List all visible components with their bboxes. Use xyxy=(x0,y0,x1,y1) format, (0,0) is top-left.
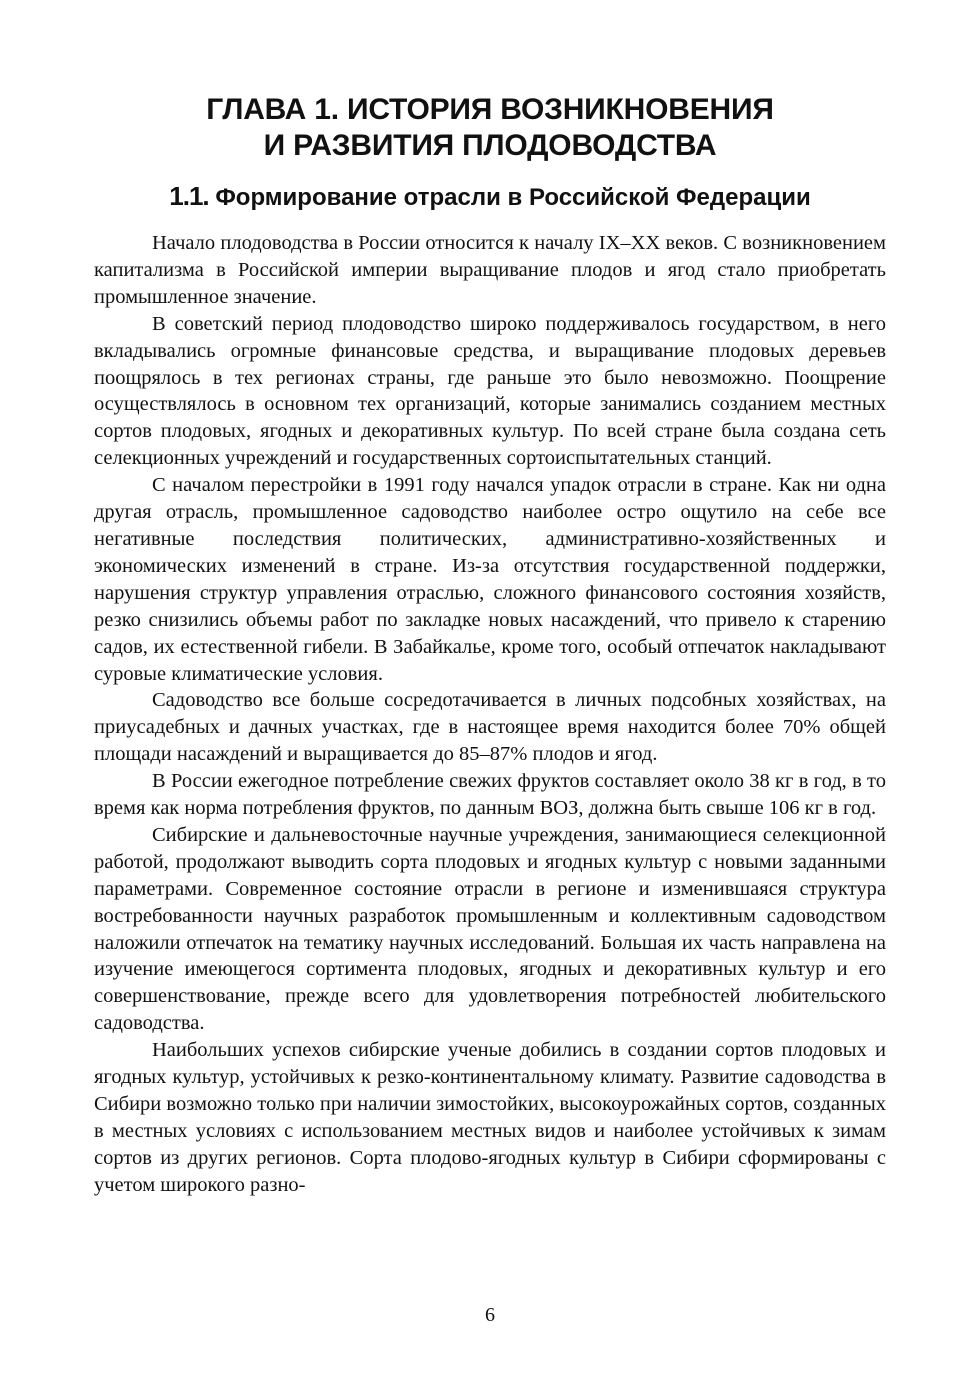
chapter-title xyxy=(0,92,980,164)
chapter-title-line-2: И РАЗВИТИЯ ПЛОДОВОДСТВА xyxy=(263,129,717,162)
paragraph-4: Садоводство все больше сосредотачивается в личных подсобных хозяйствах, на приусадебных и дачных участках, где в настоящее время находится более 70% общей площади насаждений и выращивается до 85–87% плодов и ягод. xyxy=(94,689,886,766)
paragraph-6: Сибирские и дальневосточные научные учреждения, занимающиеся селекционной работой, продолжают выводить сорта плодовых и ягодных культур с новыми заданными параметрами. Современное состояние отрасли в регионе и изменившаяся структура востребованности научных разработок промышленным и коллективным садоводством наложили отпечаток на тематику научных исследований. Большая их часть направлена на изучение имеющегося сортимента плодовых, ягодных и декоративных культур и его совершенствование, прежде всего для удовлетворения потребностей любительского садоводства. xyxy=(94,823,886,1035)
section-heading: Формирование отрасли в Российской Федерации xyxy=(215,184,811,211)
section-number: 1.1. xyxy=(169,181,209,211)
chapter-title-line-1: ГЛАВА 1. ИСТОРИЯ ВОЗНИКНОВЕНИЯ xyxy=(206,93,774,126)
paragraph-5: В России ежегодное потребление свежих фруктов составляет около 38 кг в год, в то время как норма потребления фруктов, по данным ВОЗ, должна быть свыше 106 кг в год. xyxy=(94,770,886,820)
paragraph-7: Наибольших успехов сибирские ученые добились в создании сортов плодовых и ягодных культур, устойчивых к резко-континентальному климату. Развитие садоводства в Сибири возможно только при наличии зимостойких, высокоурожайных сортов, созданных в местных условиях с использованием местных видов и наиболее устойчивых к зимам сортов из других регионов. Сорта плодово-ягодных культур в Сибири сформированы с учетом широкого разно- xyxy=(94,1039,886,1196)
section-title xyxy=(0,180,980,214)
paragraph-2: В советский период плодоводство широко поддерживалось государством, в него вкладывались огромные финансовые средства, и выращивание плодовых деревьев поощрялось в тех регионах страны, где раньше это было невозможно. Поощрение осуществлялось в основном тех организаций, которые занимались созданием местных сортов плодовых, ягодных и декоративных культур. По всей стране была создана сеть селекционных учреждений и государственных сортоиспытательных станций. xyxy=(94,312,886,470)
body-text xyxy=(94,230,886,1199)
paragraph-1: Начало плодоводства в России относится к началу IX–XX веков. С возникновением капитализма в Российской империи выращивание плодов и ягод стало приобретать промышленное значение. xyxy=(94,232,886,308)
paragraph-3: С началом перестройки в 1991 году начался упадок отрасли в стране. Как ни одна другая отрасль, промышленное садоводство наиболее остро ощутило на себе все негативные последствия политических, административно-хозяйственных и экономических изменений в стране. Из-за отсутствия государственной поддержки, нарушения структур управления отраслью, сложного финансового состояния хозяйств, резко снизились объемы работ по закладке новых насаждений, что привело к старению садов, их естественной гибели. В Забайкалье, кроме того, особый отпечаток накладывают суровые климатические условия. xyxy=(94,474,886,685)
page-number: 6 xyxy=(485,1304,495,1326)
